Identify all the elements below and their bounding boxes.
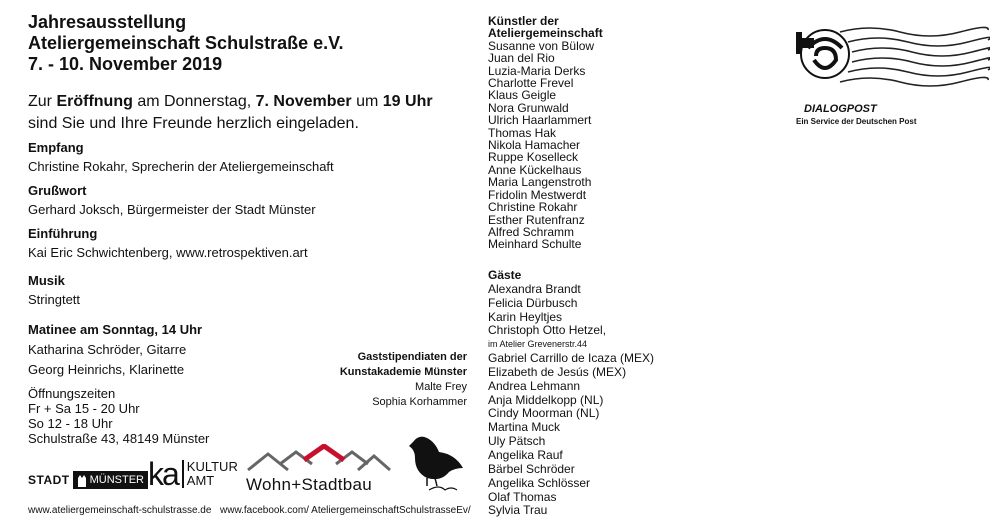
section-empfang	[28, 139, 334, 175]
matinee-heading: Matinee am Sonntag, 14 Uhr	[28, 322, 203, 337]
wohnstadtbau-text: Wohn+Stadtbau	[246, 475, 372, 494]
bird-icon	[405, 432, 467, 494]
invitation-text	[28, 91, 433, 135]
einfuehrung-heading: Einführung	[28, 226, 98, 241]
artist-name: Alfred Schramm	[488, 224, 575, 239]
wohn-stadtbau-logo	[246, 444, 391, 495]
guest-note: im Atelier Grevenerstr.44	[488, 339, 588, 350]
muenster-badge	[73, 471, 148, 489]
hours-heading: Öffnungszeiten	[28, 386, 116, 401]
artists-heading-1: Künstler der	[488, 14, 559, 28]
section-einfuehrung	[28, 225, 308, 261]
facebook-url[interactable]: www.facebook.com/ AteliergemeinschaftSchulstrasseEv/	[220, 505, 471, 516]
artist-name: Ulrich Haarlammert	[488, 113, 592, 128]
artist-name: Ruppe Koselleck	[488, 150, 579, 165]
einfuehrung-text: Kai Eric Schwichtenberg, www.retrospektiven.art	[28, 245, 308, 260]
artist-name: Esther Rutenfranz	[488, 212, 585, 227]
section-matinee	[28, 321, 202, 378]
title-line-2: Ateliergemeinschaft Schulstraße e.V.	[28, 33, 344, 53]
stadt-text: STADT	[28, 473, 70, 487]
artist-name: Juan del Rio	[488, 51, 555, 66]
artist-name: Luzia-Maria Derks	[488, 63, 586, 78]
bird-logo	[405, 432, 467, 499]
guest-name: Uly Pätsch	[488, 434, 546, 449]
guest-name: Cindy Moorman (NL)	[488, 406, 600, 421]
kulturamt-logo	[148, 458, 238, 490]
guest-name: Gabriel Carrillo de Icaza (MEX)	[488, 351, 655, 366]
guests-list	[488, 269, 654, 518]
gaststipendiaten-block	[300, 350, 467, 410]
muenster-text: MÜNSTER	[89, 474, 144, 486]
artist-name: Thomas Hak	[488, 125, 557, 140]
gast-heading-2: Kunstakademie Münster	[339, 366, 467, 378]
grusswort-heading: Grußwort	[28, 183, 87, 198]
invitation-line-2: sind Sie und Ihre Freunde herzlich eingeladen.	[28, 115, 359, 132]
ka-text: ka	[148, 456, 178, 492]
posthorn-icon	[790, 18, 990, 98]
artist-name: Maria Langenstroth	[488, 175, 592, 190]
guest-name: Bärbel Schröder	[488, 461, 575, 476]
invitation-line-1: Zur Eröffnung am Donnerstag, 7. November um 19 Uhr	[28, 93, 433, 110]
artist-name: Christine Rokahr	[488, 200, 578, 215]
artist-name: Anne Kückelhaus	[488, 162, 582, 177]
stadt-muenster-logo	[28, 470, 148, 490]
artist-name: Klaus Geigle	[488, 88, 557, 103]
matinee-line-1: Katharina Schröder, Gitarre	[28, 342, 187, 357]
guest-name: Sylvia Trau	[488, 503, 548, 518]
artist-name: Charlotte Frevel	[488, 76, 574, 91]
grusswort-text: Gerhard Joksch, Bürgermeister der Stadt Münster	[28, 202, 316, 217]
website-url[interactable]: www.ateliergemeinschaft-schulstrasse.de	[28, 505, 212, 516]
hours-line-1: Fr + Sa 15 - 20 Uhr	[28, 401, 140, 416]
guest-name: Angelika Schlösser	[488, 475, 591, 490]
artists-heading-2: Ateliergemeinschaft	[488, 26, 603, 41]
guest-name: Alexandra Brandt	[488, 281, 581, 296]
artists-list	[488, 15, 603, 251]
empfang-text: Christine Rokahr, Sprecherin der Ateliergemeinschaft	[28, 159, 334, 174]
dialogpost-sub: Ein Service der Deutschen Post	[796, 117, 917, 126]
guest-name: Angelika Rauf	[488, 447, 563, 462]
hours-line-2: So 12 - 18 Uhr	[28, 416, 113, 431]
gast-heading-1: Gaststipendiaten der	[357, 351, 467, 363]
musik-heading: Musik	[28, 273, 65, 288]
guest-name: Olaf Thomas	[488, 489, 557, 504]
kulturamt-text	[182, 460, 238, 488]
musik-text: Stringtett	[28, 292, 81, 307]
roofs-icon	[246, 444, 391, 472]
hours-address: Schulstraße 43, 48149 Münster	[28, 431, 210, 446]
guest-name: Martina Muck	[488, 420, 561, 435]
exhibition-title	[28, 12, 343, 75]
artist-name: Nikola Hamacher	[488, 138, 581, 153]
artist-name: Susanne von Bülow	[488, 38, 595, 53]
guests-heading: Gäste	[488, 268, 522, 282]
title-line-3: 7. - 10. November 2019	[28, 54, 223, 74]
empfang-heading: Empfang	[28, 140, 84, 155]
guest-name: Felicia Dürbusch	[488, 295, 578, 310]
matinee-line-2: Georg Heinrichs, Klarinette	[28, 362, 185, 377]
gast-name: Malte Frey	[415, 381, 467, 393]
guest-name: Anja Middelkopp (NL)	[488, 392, 604, 407]
title-line-1: Jahresausstellung	[28, 12, 187, 32]
guest-name: Andrea Lehmann	[488, 378, 581, 393]
guest-name: Karin Heyltjes	[488, 309, 563, 324]
section-musik	[28, 272, 80, 308]
amt-text: AMT	[186, 473, 215, 488]
kultur-text: KULTUR	[186, 459, 238, 474]
gast-name: Sophia Korhammer	[372, 396, 467, 408]
postage-stamp	[790, 18, 990, 128]
cathedral-icon	[77, 473, 87, 487]
artist-name: Nora Grunwald	[488, 100, 569, 115]
dialogpost-label: DIALOGPOST	[804, 103, 877, 115]
guest-name: Elizabeth de Jesús (MEX)	[488, 364, 627, 379]
section-hours	[28, 386, 209, 446]
section-grusswort	[28, 182, 316, 218]
artist-name: Fridolin Mestwerdt	[488, 187, 587, 202]
guest-name: Christoph Otto Hetzel,	[488, 323, 607, 338]
artist-name: Meinhard Schulte	[488, 237, 582, 252]
